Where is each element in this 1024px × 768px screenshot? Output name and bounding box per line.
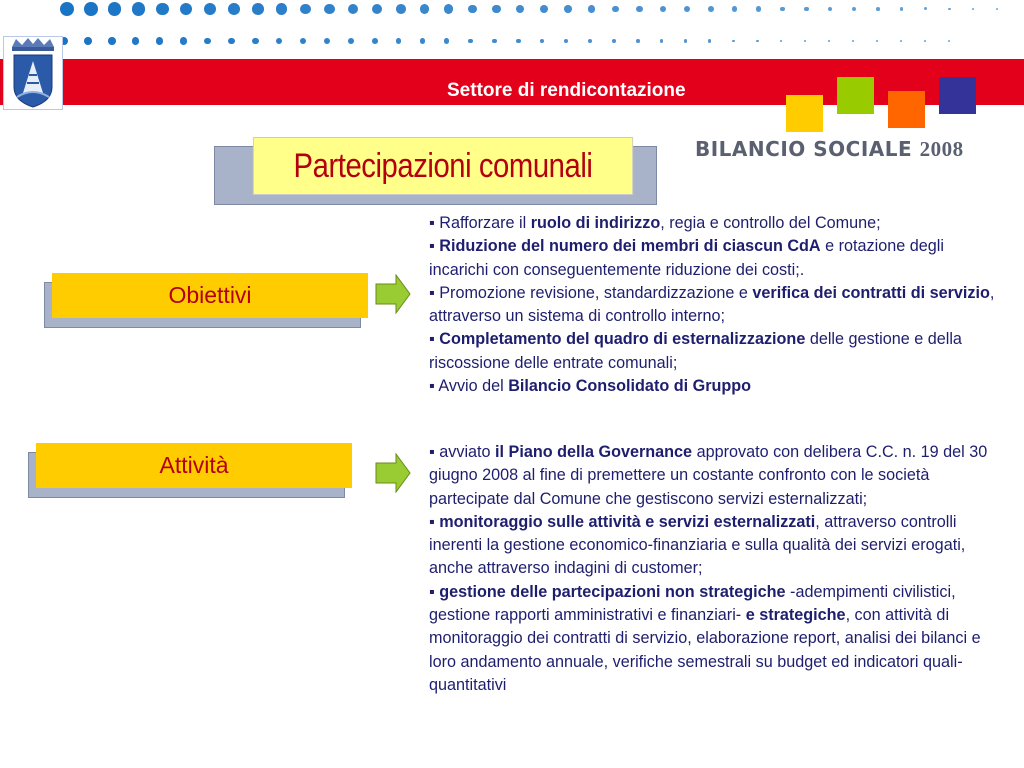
dot-icon <box>132 37 139 44</box>
dot-icon <box>420 38 425 43</box>
list-item <box>429 235 1001 282</box>
dot-icon <box>900 7 903 10</box>
obiettivi-label <box>52 273 368 318</box>
attivita-label-text: Attività <box>159 452 229 478</box>
dot-icon <box>612 39 616 43</box>
dot-icon <box>708 39 711 42</box>
dot-icon <box>276 3 287 14</box>
bullet-icon: ▪ <box>429 512 440 531</box>
bullet-icon: ▪ <box>429 582 440 601</box>
dot-icon <box>108 37 116 45</box>
list-item <box>429 441 1001 511</box>
crest-icon <box>4 37 62 109</box>
dot-icon <box>372 38 378 44</box>
attivita-list <box>429 441 1001 697</box>
dot-icon <box>204 38 211 45</box>
color-square-green <box>837 77 874 114</box>
emphasis-text: Bilancio Consolidato di Gruppo <box>508 377 752 396</box>
dot-icon <box>516 39 521 44</box>
color-square-orange <box>888 91 925 128</box>
dot-icon <box>324 4 335 15</box>
dot-icon <box>900 40 902 42</box>
emphasis-text: e strategiche <box>745 606 846 625</box>
dot-icon <box>468 5 477 14</box>
bullet-icon: ▪ <box>429 330 440 349</box>
list-item <box>429 212 1001 235</box>
dot-icon <box>300 4 311 15</box>
dot-icon <box>156 37 163 44</box>
dot-icon <box>396 38 401 43</box>
bullet-icon: ▪ <box>429 377 439 396</box>
color-square-navy <box>939 77 976 114</box>
dot-icon <box>660 39 663 42</box>
dot-icon <box>828 7 832 11</box>
dot-icon <box>852 40 854 42</box>
dot-icon <box>660 6 666 12</box>
dot-icon <box>444 38 449 43</box>
item-text: , regia e controllo del Comune; <box>660 214 881 232</box>
dot-icon <box>756 6 761 11</box>
arrow-right-icon <box>375 453 411 493</box>
item-text: avviato <box>439 443 496 461</box>
dot-icon <box>948 40 950 42</box>
dot-icon <box>876 40 878 42</box>
dot-icon <box>564 5 572 13</box>
bullet-icon: ▪ <box>429 283 440 302</box>
emphasis-text: Riduzione del numero dei membri di ciascun CdA <box>439 237 821 256</box>
dot-icon <box>948 8 951 11</box>
dot-icon <box>924 7 927 10</box>
section-title: Settore di rendicontazione <box>447 80 686 101</box>
dot-icon <box>804 40 806 42</box>
dot-icon <box>300 38 306 44</box>
dot-icon <box>252 3 264 15</box>
dot-icon <box>780 7 785 12</box>
bullet-icon: ▪ <box>429 443 440 461</box>
emphasis-text: verifica dei contratti di servizio <box>752 283 990 302</box>
dot-icon <box>636 6 643 13</box>
dot-icon <box>84 37 92 45</box>
bullet-icon: ▪ <box>429 237 440 256</box>
dot-icon <box>540 39 544 43</box>
bullet-icon: ▪ <box>429 214 440 232</box>
dot-icon <box>444 4 453 13</box>
dot-icon <box>540 5 548 13</box>
dot-icon <box>732 40 735 43</box>
dot-icon <box>60 2 74 16</box>
page-title-text: Partecipazioni comunali <box>293 146 593 185</box>
dot-icon <box>492 5 501 14</box>
dot-icon <box>132 2 145 15</box>
dot-icon <box>972 8 974 10</box>
emphasis-text: gestione delle partecipazioni non strategiche <box>439 582 786 601</box>
dot-icon <box>780 40 782 42</box>
emphasis-text: monitoraggio sulle attività e servizi esternalizzati <box>439 512 816 531</box>
item-text: Avvio del <box>438 377 509 396</box>
item-text: -adempimenti civilistici, gestione rapporti amministrativi e finanziari- <box>429 582 956 625</box>
list-item <box>429 282 1001 329</box>
page-title <box>253 137 633 195</box>
report-title-text: BILANCIO SOCIALE <box>695 137 913 161</box>
list-item <box>429 328 1001 375</box>
dot-icon <box>516 5 524 13</box>
item-text: delle gestione e della riscossione delle entrate comunali; <box>429 330 962 372</box>
item-text: , attraverso un sistema di controllo interno; <box>429 283 995 326</box>
list-item <box>429 375 1001 398</box>
dot-icon <box>756 40 759 43</box>
obiettivi-label-text: Obiettivi <box>168 282 252 308</box>
dot-icon <box>228 38 235 45</box>
report-title <box>695 137 964 162</box>
municipal-crest-logo <box>3 36 63 110</box>
dot-icon <box>708 6 714 12</box>
dot-icon <box>492 39 497 44</box>
dot-icon <box>996 8 998 10</box>
color-square-yellow <box>786 95 823 132</box>
dot-icon <box>108 2 121 15</box>
dot-icon <box>732 6 737 11</box>
item-text: Promozione revisione, standardizzazione e <box>439 283 753 302</box>
dot-icon <box>852 7 856 11</box>
dot-icon <box>588 39 592 43</box>
item-text: , con attività di monitoraggio dei contratti di servizio, elaborazione report, analisi dei bilanci e loro andamento annuale, verifiche semestrali su budget ed indicatori quali-quantitativi <box>429 606 981 694</box>
dot-icon <box>684 39 687 42</box>
dot-icon <box>84 2 98 16</box>
obiettivi-list <box>429 212 1001 398</box>
dot-icon <box>564 39 568 43</box>
list-item <box>429 511 1001 581</box>
item-text: Rafforzare il <box>439 214 531 232</box>
dot-icon <box>252 38 259 45</box>
dot-icon <box>876 7 880 11</box>
dot-icon <box>612 6 619 13</box>
item-text: e rotazione degli incarichi con conseguentemente riduzione dei costi;. <box>429 237 944 279</box>
dot-icon <box>204 3 216 15</box>
dot-icon <box>420 4 429 13</box>
item-text: approvato con delibera C.C. n. 19 del 30 giugno 2008 al fine di premettere un costante confronto con le società partecipate dal Comune che gestiscono servizi esternalizzati; <box>429 443 988 508</box>
dot-icon <box>468 39 473 44</box>
dot-icon <box>684 6 690 12</box>
dot-icon <box>180 3 192 15</box>
report-year: 2008 <box>919 137 964 161</box>
dot-icon <box>180 37 187 44</box>
dot-icon <box>348 4 358 14</box>
dot-icon <box>828 40 830 42</box>
dot-icon <box>636 39 640 43</box>
dot-icon <box>924 40 926 42</box>
emphasis-text: ruolo di indirizzo <box>530 214 661 232</box>
item-text: , attraverso controlli inerenti la gestione economico-finanziaria e sulla qualità dei servizi erogati, anche attraverso indagini di customer; <box>429 512 966 578</box>
list-item <box>429 581 1001 697</box>
arrow-right-icon <box>375 274 411 314</box>
dot-icon <box>276 38 282 44</box>
dot-icon <box>228 3 240 15</box>
dot-icon <box>372 4 382 14</box>
dot-icon <box>804 7 809 12</box>
attivita-label <box>36 443 352 488</box>
dot-icon <box>396 4 406 14</box>
dot-icon <box>588 5 595 12</box>
emphasis-text: Completamento del quadro di esternalizzazione <box>439 330 806 349</box>
dot-icon <box>324 38 330 44</box>
emphasis-text: il Piano della Governance <box>495 443 693 461</box>
dot-icon <box>348 38 354 44</box>
dot-icon <box>156 3 169 16</box>
